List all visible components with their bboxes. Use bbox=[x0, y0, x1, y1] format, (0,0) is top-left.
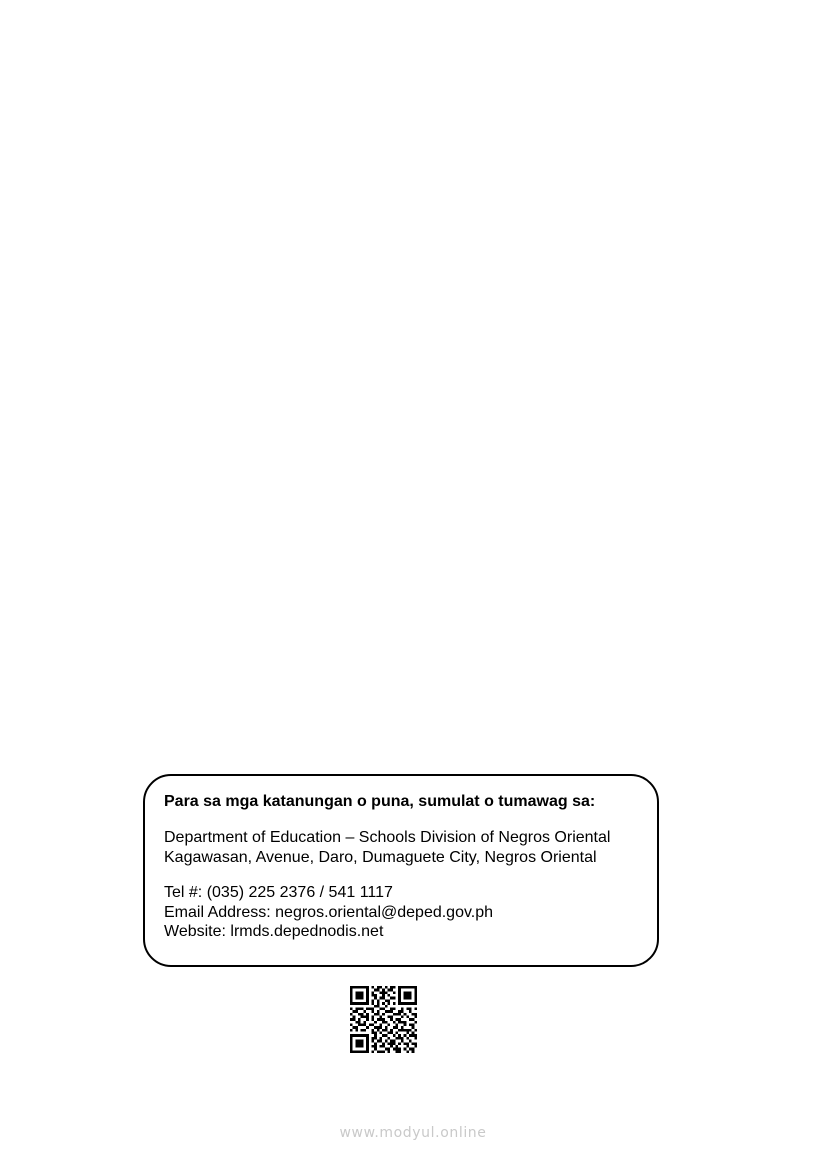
qr-code-icon bbox=[350, 986, 417, 1053]
address-block bbox=[164, 828, 657, 868]
telephone-line: Tel #: (035) 225 2376 / 541 1117 bbox=[164, 884, 393, 901]
contact-details bbox=[164, 883, 657, 942]
email-line: Email Address: negros.oriental@deped.gov.ph bbox=[164, 903, 494, 921]
address-line: Kagawasan, Avenue, Daro, Dumaguete City, Negros Oriental bbox=[164, 849, 597, 866]
website-line: Website: lrmds.depednodis.net bbox=[164, 923, 384, 940]
org-line: Department of Education – Schools Division of Negros Oriental bbox=[164, 829, 611, 846]
contact-heading: Para sa mga katanungan o puna, sumulat o tumawag sa: bbox=[164, 793, 596, 810]
contact-info-box bbox=[143, 774, 659, 967]
watermark-text: www.modyul.online bbox=[339, 1125, 487, 1141]
